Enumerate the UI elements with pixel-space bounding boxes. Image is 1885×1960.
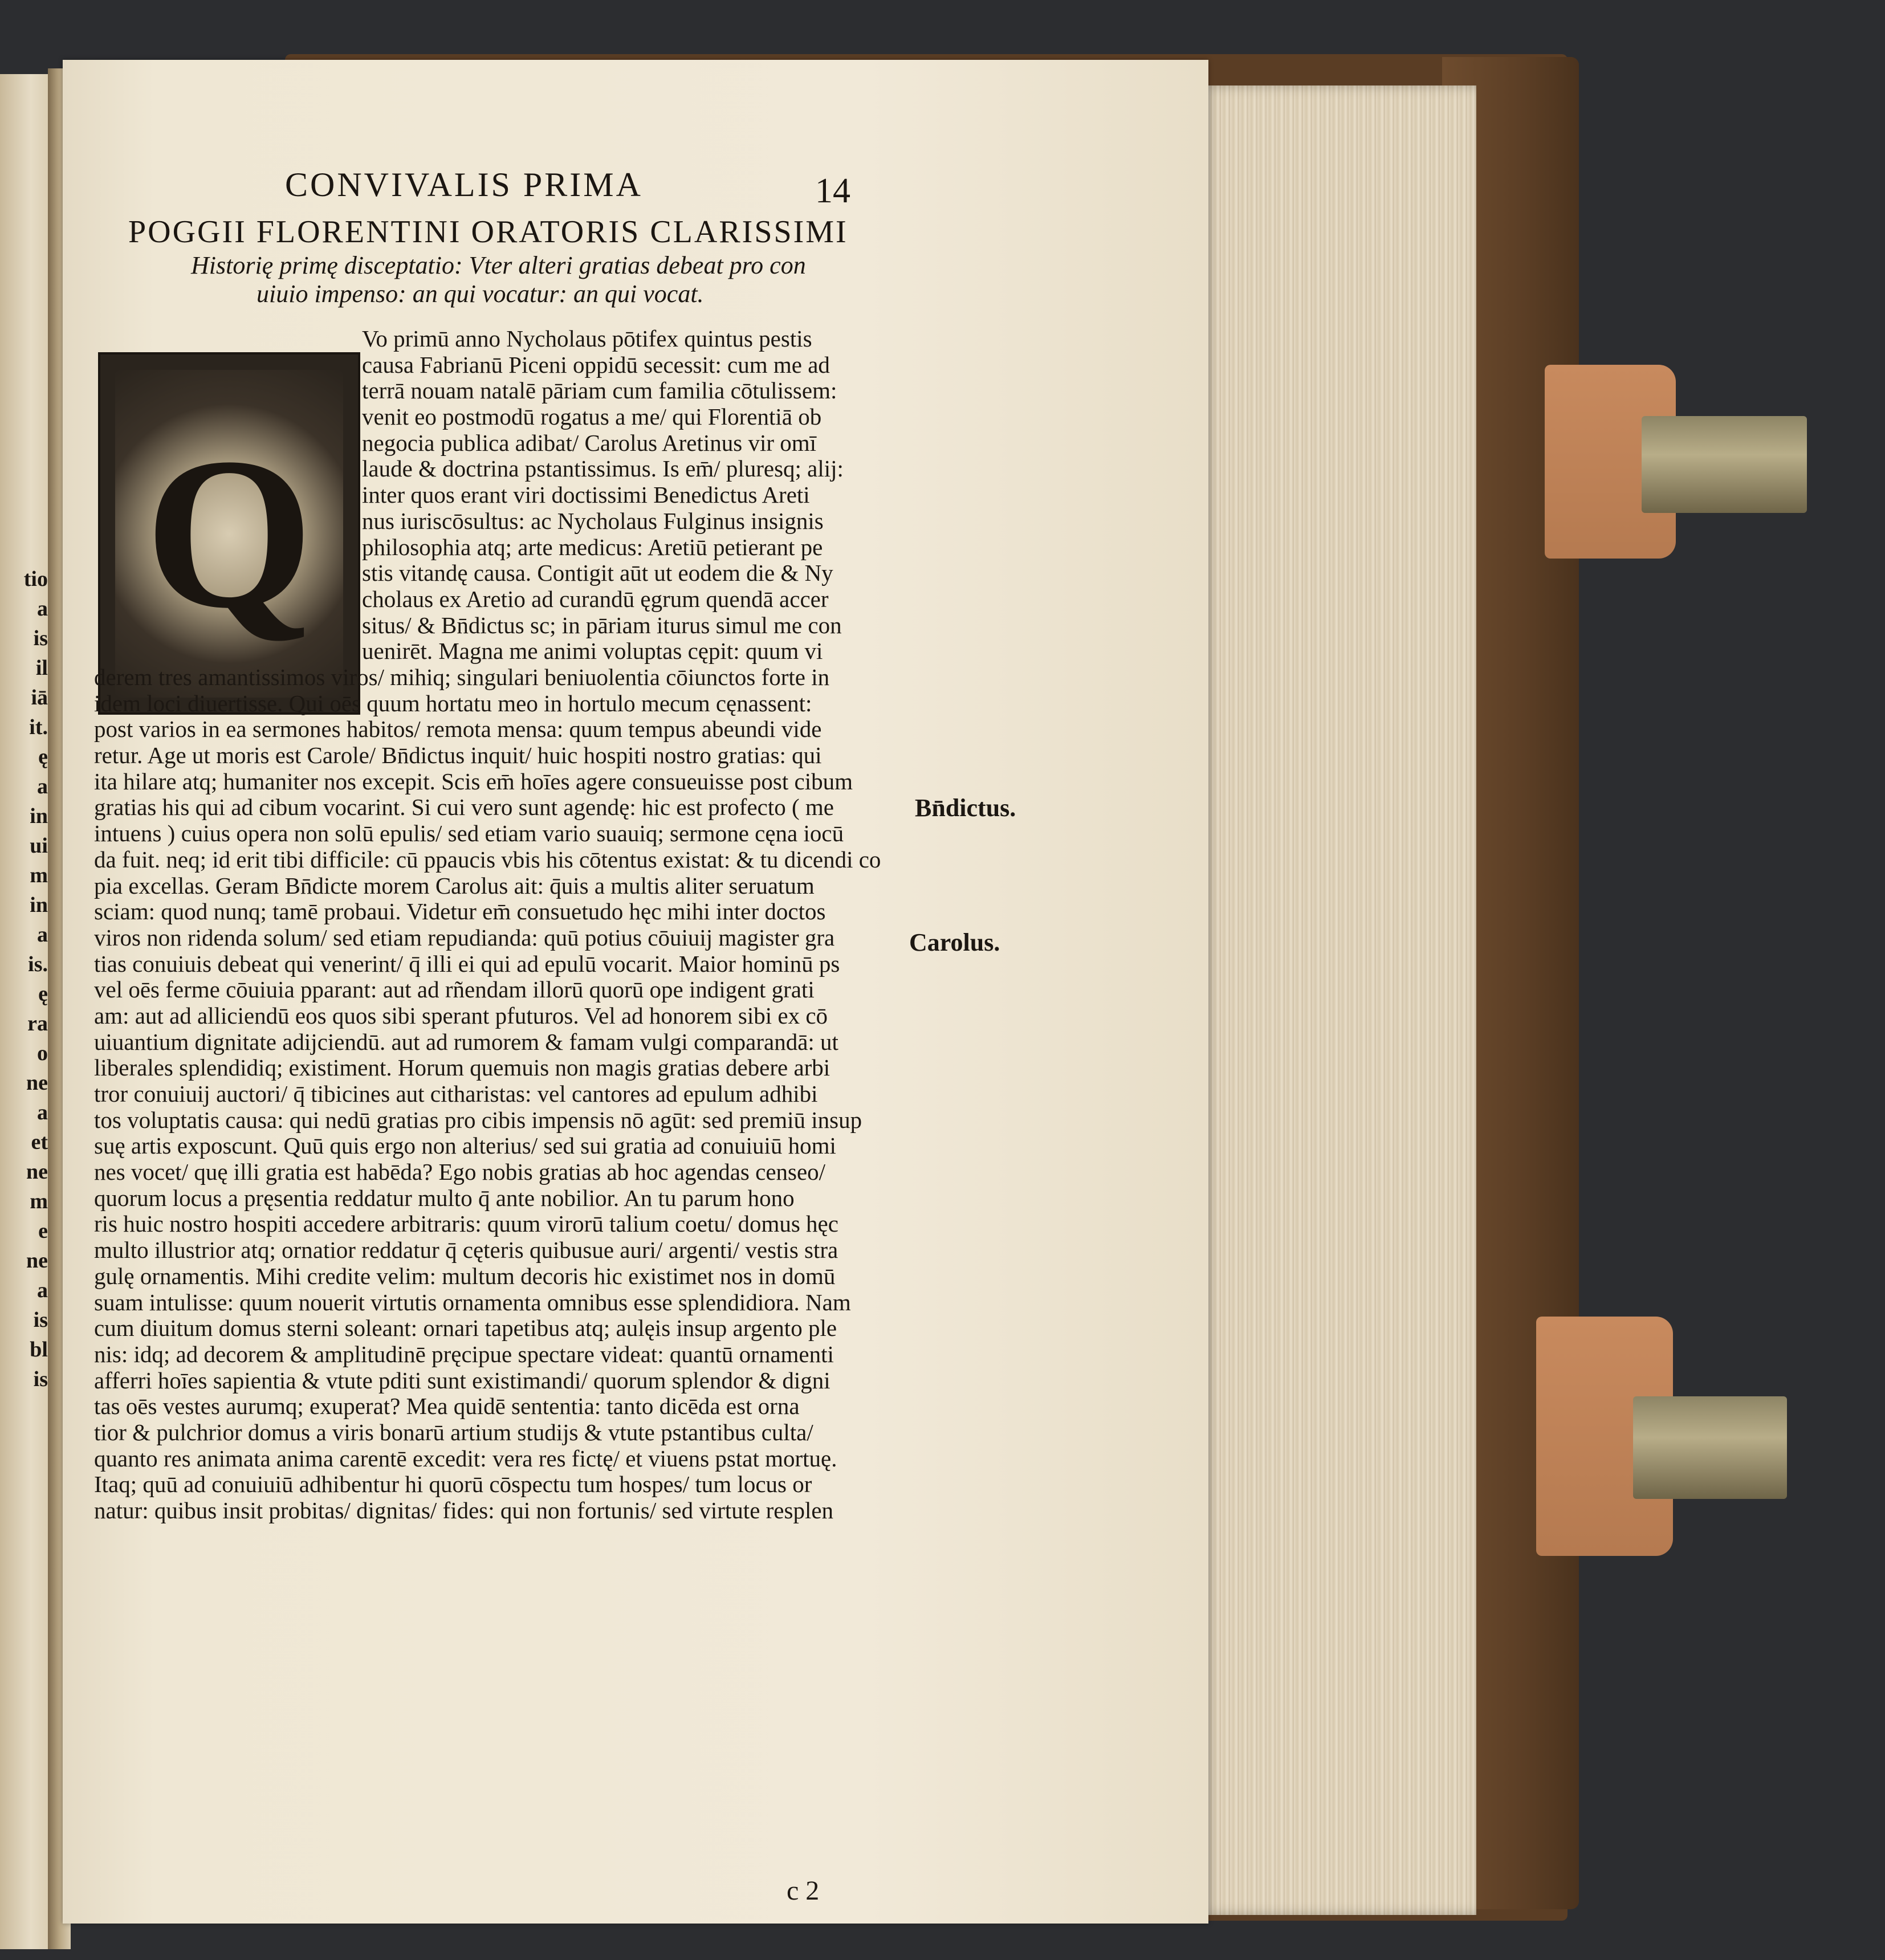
- text-line: laude & doctrina pstantissimus. Is em̄/ pluresq; alij:: [362, 456, 844, 482]
- text-line: terrā nouam natalē pāriam cum familia cōtulissem:: [362, 378, 837, 404]
- left-page-fragment: ne: [26, 1071, 48, 1095]
- left-page-fragment: et: [31, 1130, 48, 1154]
- text-line: multo illustrior atq; ornatior reddatur q̄ cęteris quibusue auri/ argenti/ vestis stra: [94, 1237, 838, 1264]
- left-page-fragment: is: [33, 626, 48, 650]
- signature-mark: c 2: [787, 1876, 820, 1906]
- folio-number: 14: [815, 172, 850, 210]
- indented-text-block: [362, 326, 915, 665]
- text-line: suę artis exposcunt. Quū quis ergo non alterius/ sed sui gratia ad conuiuiū homi: [94, 1133, 836, 1159]
- left-page-fragment: is: [33, 1367, 48, 1391]
- text-line: tas oēs vestes aurumq; exuperat? Mea quidē sententia: tanto dicēda est orna: [94, 1393, 800, 1420]
- text-line: vel oēs ferme cōuiuia pparant: aut ad rñendam illorū quorū ope indigent grati: [94, 977, 815, 1003]
- text-line: ris huic nostro hospiti accedere arbitraris: quum virorū talium coetu/ domus hęc: [94, 1211, 838, 1237]
- left-page-fragment: is.: [28, 952, 48, 976]
- text-line: tos voluptatis causa: qui nedū gratias pro cibis impensis nō agūt: sed premiū insup: [94, 1107, 862, 1133]
- left-page-fragment: a: [37, 1101, 48, 1124]
- text-line: quanto res animata anima carentē excedit: vera res fictę/ et viuens pstat mortuę.: [94, 1445, 837, 1472]
- text-line: post varios in ea sermones habitos/ remota mensa: quum tempus abeundi vide: [94, 716, 822, 743]
- decorated-initial: [98, 352, 360, 715]
- text-line: liberales splendidiq; existiment. Horum quemuis non magis gratias debere arbi: [94, 1055, 830, 1081]
- left-page-fragment: ę: [38, 982, 48, 1006]
- text-line: idem loci diuertisse. Qui oēs quum hortatu meo in hortulo mecum cęnassent:: [94, 690, 812, 716]
- subtitle-line-1: Historię primę disceptatio: Vter alteri gratias debeat pro con: [191, 251, 806, 279]
- left-page-fragment: e: [38, 1219, 48, 1243]
- text-line: tior & pulchrior domus a viris bonarū artium studijs & vtute pstantibus culta/: [94, 1419, 813, 1445]
- left-page-fragment: ę: [38, 745, 48, 769]
- text-line: viros non ridenda solum/ sed etiam repudianda: quū potius cōuiuij magister gra: [94, 924, 835, 951]
- text-line: pia excellas. Geram Bn̄dicte morem Carolus ait: q̄uis a multis aliter seruatum: [94, 873, 815, 899]
- text-line: cum diuitum domus sterni soleant: ornari tapetibus atq; aulęis insup argento ple: [94, 1315, 837, 1342]
- text-line: gulę ornamentis. Mihi credite velim: multum decoris hic existimet nos in domū: [94, 1263, 836, 1289]
- text-line: nes vocet/ quę illi gratia est habēda? Ego nobis gratias ab hoc agendas censeo/: [94, 1159, 826, 1185]
- text-line: sciam: quod nunq; tamē probaui. Videtur em̄ consuetudo hęc mihi inter doctos: [94, 899, 826, 925]
- left-page-fragment: ne: [26, 1249, 48, 1273]
- text-line: natur: quibus insit probitas/ dignitas/ fides: qui non fortunis/ sed virtute resplen: [94, 1498, 834, 1523]
- margin-note-benedictus: Bn̄dictus.: [915, 794, 1016, 822]
- text-line: tias conuiuis debeat qui venerint/ q̄ illi ei qui ad epulū vocarit. Maior hominū ps: [94, 951, 840, 977]
- text-line: uenirēt. Magna me animi voluptas cępit: quum vi: [362, 638, 823, 665]
- text-line: am: aut ad alliciendū eos quos sibi sperant pfuturos. Vel ad honorem sibi ex cō: [94, 1003, 828, 1029]
- upper-clasp: [1545, 365, 1807, 559]
- left-page-fragment: tio: [23, 567, 48, 591]
- left-page-fragment: bl: [30, 1338, 48, 1362]
- left-page-fragment: o: [37, 1041, 48, 1065]
- left-page-fragment: m: [30, 1189, 48, 1213]
- text-line: ita hilare atq; humaniter nos excepit. Scis em̄ hoīes agere consueuisse post cibum: [94, 768, 853, 794]
- page-edges: [1203, 85, 1476, 1915]
- subtitle-line-2: uiuio impenso: an qui vocatur: an qui vocat.: [257, 280, 704, 308]
- text-line: nus iuriscōsultus: ac Nycholaus Fulginus insignis: [362, 508, 824, 534]
- text-line: venit eo postmodū rogatus a me/ qui Florentiā ob: [362, 404, 822, 430]
- left-page-fragment: a: [37, 775, 48, 798]
- page-title: POGGII FLORENTINI ORATORIS CLARISSIMI: [128, 214, 848, 250]
- left-page-fragment: iā: [31, 686, 48, 710]
- left-page-fragment: ne: [26, 1160, 48, 1184]
- text-line: da fuit. neq; id erit tibi difficile: cū ppaucis vbis his cōtentus existat: & tu dicendi co: [94, 846, 881, 873]
- text-line: negocia publica adibat/ Carolus Aretinus vir omī: [362, 430, 817, 456]
- left-page-fragment: a: [37, 597, 48, 621]
- left-page-fragment: in: [30, 893, 48, 917]
- left-page-fragment: is: [33, 1308, 48, 1332]
- text-line: stis vitandę causa. Contigit aūt ut eodem die & Ny: [362, 560, 833, 586]
- left-page-text: [0, 564, 48, 1394]
- text-line: uiuantium dignitate adijciendū. aut ad rumorem & famam vulgi comparandā: ut: [94, 1029, 838, 1055]
- initial-letter: Q: [115, 370, 343, 698]
- text-line: cholaus ex Aretio ad curandū ęgrum quendā accer: [362, 586, 829, 612]
- left-page: [0, 74, 51, 1949]
- text-line: suam intulisse: quum nouerit virtutis ornamenta omnibus esse splendidiora. Nam: [94, 1289, 851, 1315]
- left-page-fragment: a: [37, 1278, 48, 1302]
- text-line: intuens ) cuius opera non solū epulis/ sed etiam vario suauiq; sermone cęna iocū: [94, 821, 844, 847]
- left-page-fragment: a: [37, 923, 48, 947]
- text-line: gratias his qui ad cibum vocarint. Si cui vero sunt agendę: hic est profecto ( me: [94, 794, 834, 821]
- left-page-fragment: ui: [30, 834, 48, 858]
- text-line: Vo primū anno Nycholaus pōtifex quintus pestis: [362, 326, 812, 352]
- text-line: retur. Age ut moris est Carole/ Bn̄dictus inquit/ huic hospiti nostro gratias: qui: [94, 743, 822, 769]
- text-line: philosophia atq; arte medicus: Aretiū petierant pe: [362, 534, 823, 560]
- text-line: tror conuiuij auctori/ q̄ tibicines aut citharistas: vel cantores ad epulum adhibi: [94, 1081, 818, 1107]
- left-page-fragment: il: [35, 656, 48, 680]
- main-text-block: [94, 665, 915, 1524]
- left-page-fragment: in: [30, 804, 48, 828]
- text-line: inter quos erant viri doctissimi Benedictus Areti: [362, 482, 810, 508]
- left-page-fragment: m: [30, 863, 48, 887]
- margin-note-carolus: Carolus.: [909, 928, 1000, 956]
- text-line: derem tres amantissimos viros/ mihiq; singulari beniuolentia cōiunctos forte in: [94, 665, 830, 690]
- running-head: CONVIVALIS PRIMA: [285, 166, 643, 203]
- text-line: causa Fabrianū Piceni oppidū secessit: cum me ad: [362, 352, 830, 378]
- text-line: nis: idq; ad decorem & amplitudinē pręcipue spectare videat: quantū ornamenti: [94, 1341, 834, 1367]
- text-line: Itaq; quū ad conuiuiū adhibentur hi quorū cōspectu tum hospes/ tum locus or: [94, 1472, 812, 1498]
- left-page-fragment: it.: [29, 715, 48, 739]
- left-page-fragment: ra: [27, 1012, 48, 1036]
- text-line: afferri hoīes sapientia & vtute pditi sunt existimandi/ quorum splendor & digni: [94, 1367, 830, 1393]
- text-line: situs/ & Bn̄dictus sc; in pāriam iturus simul me con: [362, 612, 842, 638]
- text-line: quorum locus a pręsentia reddatur multo q̄ ante nobilior. An tu parum hono: [94, 1185, 795, 1211]
- lower-clasp: [1536, 1317, 1787, 1556]
